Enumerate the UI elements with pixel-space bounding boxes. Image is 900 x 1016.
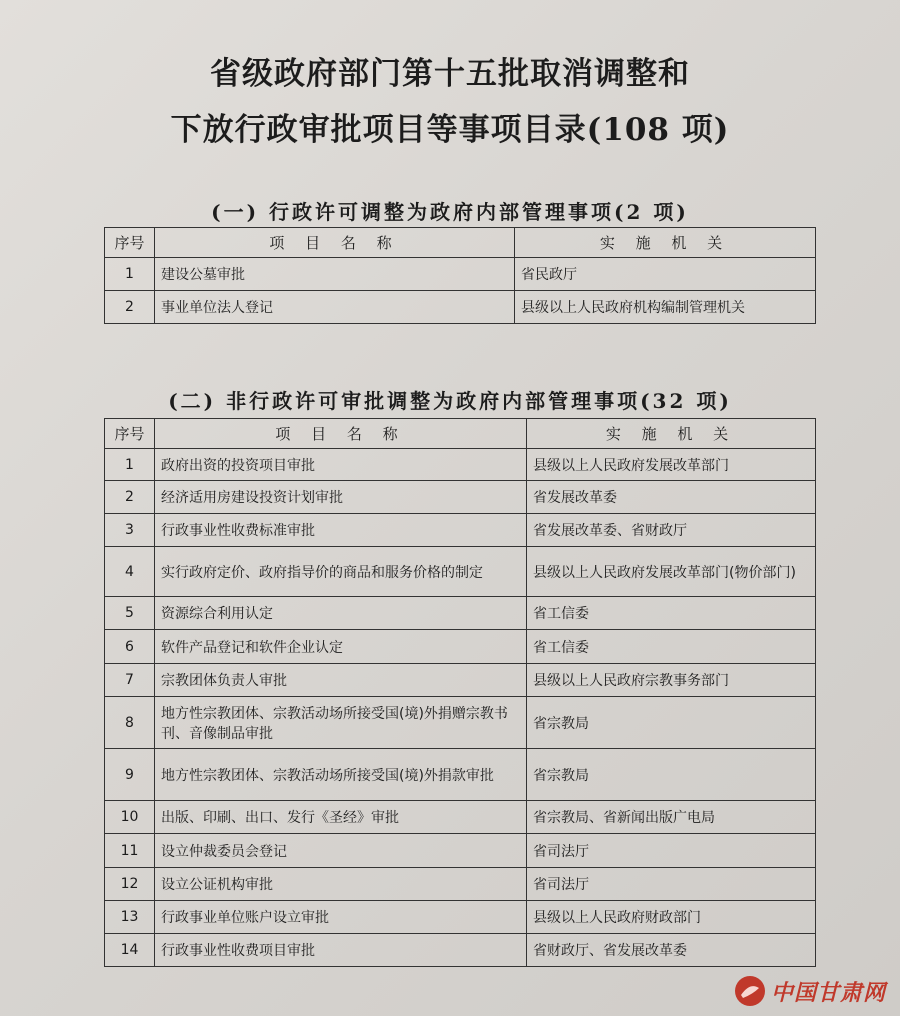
item-name: 资源综合利用认定: [155, 597, 527, 630]
table-row: [105, 801, 816, 834]
table-row: [105, 481, 816, 514]
table-row: [105, 934, 816, 967]
column-header-no: 序号: [105, 419, 155, 449]
agency-name: 省司法厅: [527, 834, 816, 868]
item-name: 地方性宗教团体、宗教活动场所接受国(境)外捐赠宗教书刊、音像制品审批: [155, 697, 527, 749]
agency-name: 省发展改革委: [527, 481, 816, 514]
row-number: 11: [105, 834, 155, 868]
column-header-agency: 实 施 机 关: [527, 419, 816, 449]
agency-name: 省司法厅: [527, 868, 816, 901]
row-number: 14: [105, 934, 155, 967]
agency-name: 省工信委: [527, 630, 816, 664]
item-name: 出版、印刷、出口、发行《圣经》审批: [155, 801, 527, 834]
agency-name: 省工信委: [527, 597, 816, 630]
row-number: 5: [105, 597, 155, 630]
agency-name: 县级以上人民政府机构编制管理机关: [515, 291, 816, 324]
agency-name: 省宗教局: [527, 697, 816, 749]
table-row: [105, 664, 816, 697]
agency-name: 省财政厅、省发展改革委: [527, 934, 816, 967]
row-number: 2: [105, 481, 155, 514]
row-number: 9: [105, 749, 155, 801]
document-title-line1: 省级政府部门第十五批取消调整和: [210, 56, 690, 92]
table-row: [105, 449, 816, 481]
row-number: 13: [105, 901, 155, 934]
table-row: [105, 291, 816, 324]
item-name: 政府出资的投资项目审批: [155, 449, 527, 481]
agency-name: 县级以上人民政府发展改革部门(物价部门): [527, 547, 816, 597]
column-header-no: 序号: [105, 228, 155, 258]
document-title-line2: 下放行政审批项目等事项目录(108 项): [170, 112, 730, 148]
agency-name: 省宗教局: [527, 749, 816, 801]
table-row: [105, 514, 816, 547]
watermark-logo: [733, 974, 886, 1008]
table-row: [105, 901, 816, 934]
row-number: 10: [105, 801, 155, 834]
table-row: [105, 630, 816, 664]
row-number: 4: [105, 547, 155, 597]
item-name: 行政事业性收费项目审批: [155, 934, 527, 967]
column-header-name: 项 目 名 称: [155, 419, 527, 449]
table-row: [105, 547, 816, 597]
agency-name: 省宗教局、省新闻出版广电局: [527, 801, 816, 834]
row-number: 1: [105, 449, 155, 481]
item-name: 事业单位法人登记: [155, 291, 515, 324]
section2-heading: (二) 非行政许可审批调整为政府内部管理事项(32 项): [168, 389, 732, 413]
row-number: 2: [105, 291, 155, 324]
row-number: 7: [105, 664, 155, 697]
section1-table: [104, 227, 816, 324]
item-name: 实行政府定价、政府指导价的商品和服务价格的制定: [155, 547, 527, 597]
agency-name: 县级以上人民政府宗教事务部门: [527, 664, 816, 697]
watermark-text: 中国甘肃网: [770, 979, 886, 1006]
item-name: 地方性宗教团体、宗教活动场所接受国(境)外捐款审批: [155, 749, 527, 801]
item-name: 经济适用房建设投资计划审批: [155, 481, 527, 514]
logo-icon: [733, 974, 767, 1008]
row-number: 3: [105, 514, 155, 547]
column-header-agency: 实 施 机 关: [515, 228, 816, 258]
item-name: 设立公证机构审批: [155, 868, 527, 901]
section2-table: [104, 418, 816, 967]
section1-heading: (一) 行政许可调整为政府内部管理事项(2 项): [211, 200, 689, 224]
item-name: 行政事业单位账户设立审批: [155, 901, 527, 934]
agency-name: 县级以上人民政府发展改革部门: [527, 449, 816, 481]
column-header-name: 项 目 名 称: [155, 228, 515, 258]
table-row: [105, 749, 816, 801]
table-row: [105, 834, 816, 868]
agency-name: 县级以上人民政府财政部门: [527, 901, 816, 934]
row-number: 12: [105, 868, 155, 901]
row-number: 1: [105, 258, 155, 291]
item-name: 设立仲裁委员会登记: [155, 834, 527, 868]
item-name: 行政事业性收费标准审批: [155, 514, 527, 547]
item-name: 宗教团体负责人审批: [155, 664, 527, 697]
table-row: [105, 868, 816, 901]
row-number: 6: [105, 630, 155, 664]
item-name: 建设公墓审批: [155, 258, 515, 291]
row-number: 8: [105, 697, 155, 749]
agency-name: 省发展改革委、省财政厅: [527, 514, 816, 547]
table-row: [105, 697, 816, 749]
table-row: [105, 258, 816, 291]
agency-name: 省民政厅: [515, 258, 816, 291]
table-row: [105, 597, 816, 630]
item-name: 软件产品登记和软件企业认定: [155, 630, 527, 664]
